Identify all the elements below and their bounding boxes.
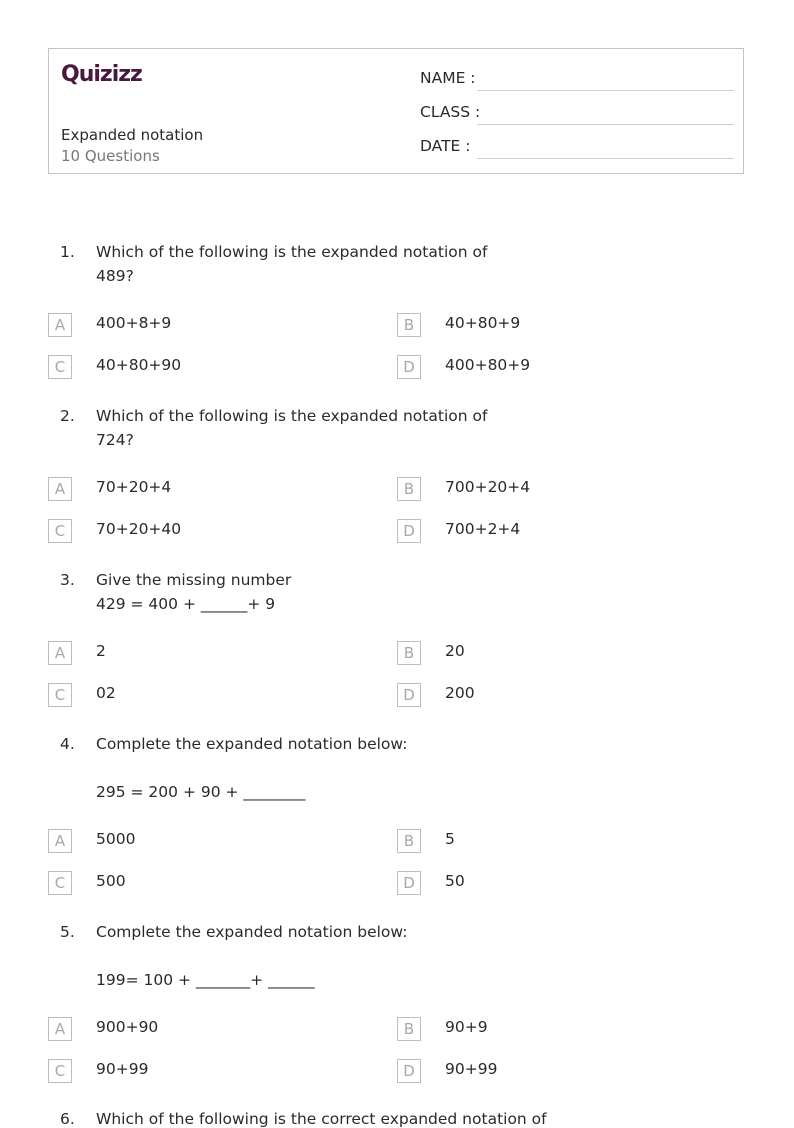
class-line[interactable] [477,124,734,125]
option-letter-box: B [397,313,421,337]
option-letter-box: B [397,641,421,665]
option-letter-box: D [397,355,421,379]
question-text: 429 = 400 + ______+ 9 [96,595,276,613]
option-text: 5 [445,830,455,848]
option-letter-box: A [48,829,72,853]
option-text: 70+20+40 [96,520,182,538]
question-text: Give the missing number [96,571,292,589]
question-number: 1. [60,243,75,261]
option-text: 700+20+4 [445,478,531,496]
option-text: 90+99 [96,1060,149,1078]
option-letter-box: B [397,1017,421,1041]
question-text: 295 = 200 + 90 + ________ [96,783,306,801]
question-number: 2. [60,407,75,425]
date-label: DATE : [420,137,471,155]
question-number: 6. [60,1110,75,1128]
option-text: 40+80+90 [96,356,182,374]
worksheet-title: Expanded notation [61,126,204,144]
option-letter-box: A [48,1017,72,1041]
option-text: 700+2+4 [445,520,521,538]
question-number: 4. [60,735,75,753]
name-field[interactable] [420,69,734,93]
date-line[interactable] [477,158,734,159]
question-text: 199= 100 + _______+ ______ [96,971,315,989]
logo-text: Quizizz [61,62,142,87]
option-letter-box: A [48,477,72,501]
option-text: 90+99 [445,1060,498,1078]
name-label: NAME : [420,69,476,87]
option-letter-box: B [397,477,421,501]
option-text: 40+80+9 [445,314,521,332]
option-text: 50 [445,872,465,890]
question-text: Complete the expanded notation below: [96,923,408,941]
option-text: 400+8+9 [96,314,172,332]
option-text: 2 [96,642,106,660]
question-text: 724? [96,431,134,449]
option-letter-box: A [48,313,72,337]
question-text: Which of the following is the expanded notation of [96,407,488,425]
date-field[interactable] [420,137,734,161]
option-letter-box: C [48,1059,72,1083]
option-text: 500 [96,872,126,890]
question-text: Complete the expanded notation below: [96,735,408,753]
question-number: 3. [60,571,75,589]
question-count: 10 Questions [61,147,160,165]
option-letter-box: C [48,871,72,895]
option-text: 900+90 [96,1018,159,1036]
question-number: 5. [60,923,75,941]
option-letter-box: D [397,683,421,707]
option-letter-box: C [48,519,72,543]
option-text: 200 [445,684,475,702]
class-field[interactable] [420,103,734,127]
option-letter-box: D [397,871,421,895]
option-text: 20 [445,642,465,660]
option-letter-box: A [48,641,72,665]
option-text: 90+9 [445,1018,488,1036]
option-text: 70+20+4 [96,478,172,496]
option-letter-box: D [397,1059,421,1083]
question-text: 489? [96,267,134,285]
option-letter-box: C [48,683,72,707]
option-text: 5000 [96,830,136,848]
option-letter-box: D [397,519,421,543]
option-letter-box: B [397,829,421,853]
option-letter-box: C [48,355,72,379]
class-label: CLASS : [420,103,481,121]
option-text: 02 [96,684,116,702]
question-text: Which of the following is the correct expanded notation of [96,1110,547,1128]
question-text: Which of the following is the expanded notation of [96,243,488,261]
quizizz-logo [61,59,153,87]
option-text: 400+80+9 [445,356,531,374]
worksheet-header [48,48,744,174]
name-line[interactable] [477,90,734,91]
